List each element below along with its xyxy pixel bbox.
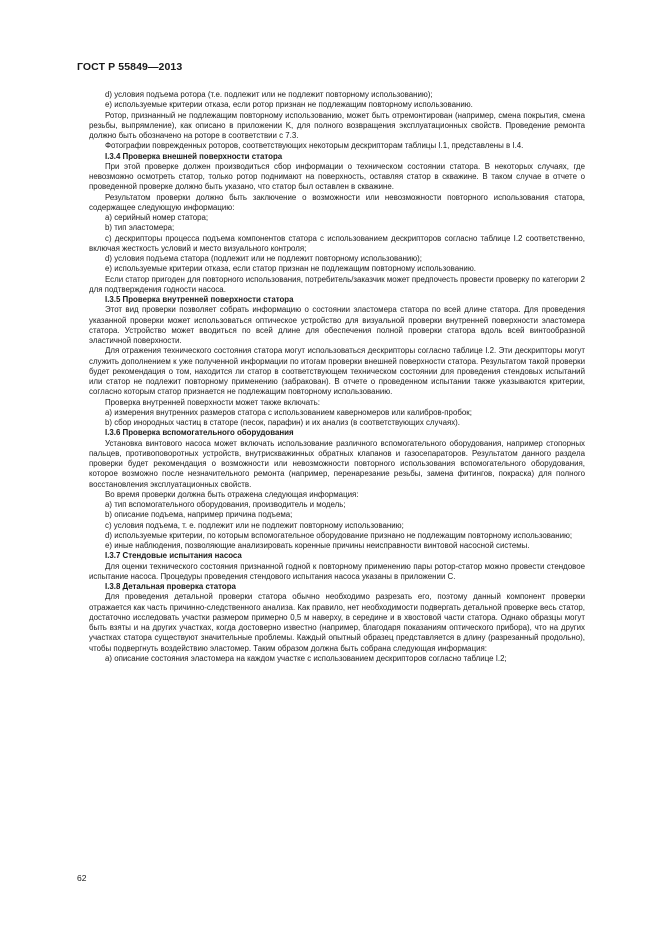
list-item: е) используемые критерии отказа, если ротор признан не подлежащим повторному использованию.: [105, 100, 473, 110]
list-item: b) описание подъема, например причина подъема;: [105, 510, 293, 520]
list-item: е) используемые критерии отказа, если статор признан не подлежащим повторному использованию.: [105, 264, 476, 274]
list-item: е) иные наблюдения, позволяющие анализировать коренные причины неисправности винтовой насосной системы.: [105, 541, 530, 550]
paragraph: Установка винтового насоса может включать использование различного вспомогательного оборудования, например стопорных пальцев, противоповоротных устройств, внутрискважинных обратных клапанов и газосепараторов. Результатом данного раздела проверки будет рекомендация о возможности или невозможности повторного использования вспомогательного оборудования, которое возможно после незначительного ремонта (например, перенарезание резьбы, замена фитингов, покраска) для полного восстановления эксплуатационных свойств.: [89, 438, 585, 489]
list-item: с) условия подъема, т. е. подлежит или не подлежит повторному использованию;: [105, 520, 404, 530]
paragraph: При этой проверке должен производиться сбор информации о техническом состоянии статора. В некоторых случаях, где невозможно осмотреть статор, только ротор поднимают на поверхность, оставляя статор в скважине. В таком случае в отчете о проведенной проверке должно быть указано, что статор был оставлен в скважине.: [89, 161, 585, 192]
list-item: d) условия подъема статора (подлежит или не подлежит повторному использованию);: [105, 254, 422, 263]
paragraph: Фотографии поврежденных роторов, соответствующих некоторым дескрипторам таблицы I.1, представлены в I.4.: [105, 141, 524, 151]
section-heading: I.3.7 Стендовые испытания насоса: [105, 551, 242, 561]
list-item: с) дескрипторы процесса подъема компонентов статора с использованием дескрипторов согласно таблице I.2 соответственно, включая жесткость условий и место визуального контроля;: [89, 233, 585, 253]
paragraph: Для оценки технического состояния признанной годной к повторному применению пары ротор-статор можно провести стендовое испытание насоса. Процедуры проведения стендового испытания насоса указаны в приложении С.: [89, 561, 585, 581]
section-heading: I.3.8 Детальная проверка статора: [105, 582, 236, 591]
paragraph: Проверка внутренней поверхности может также включать:: [105, 397, 320, 407]
paragraph: Если статор пригоден для повторного использования, потребитель/заказчик может предпочесть провести проверку по категории 2 для подтверждения годности насоса.: [89, 274, 585, 294]
list-item: а) серийный номер статора;: [105, 213, 209, 222]
document-body: [89, 90, 585, 664]
section-heading: I.3.5 Проверка внутренней поверхности статора: [105, 295, 294, 304]
paragraph: Результатом проверки должно быть заключение о возможности или невозможности повторного использования статора, содержащее следующую информацию:: [89, 192, 585, 212]
paragraph: Этот вид проверки позволяет собрать информацию о состоянии эластомера статора по всей длине статора. Для проведения указанной проверки может использоваться оптическое устройство для визуальной проверки внутренней поверхности эластомера статора. Устройство может вводиться по всей длине для обеспечения полной проверки статора вдоль всей винтообразной эластичной поверхности.: [89, 305, 585, 345]
list-item: а) описание состояния эластомера на каждом участке с использованием дескрипторов согласно таблице I.2;: [105, 653, 507, 663]
paragraph: Для отражения технического состояния статора могут использоваться дескрипторы согласно таблице I.2. Эти дескрипторы могут служить дополнением к уже полученной информации по итогам проверки внешней поверхности статора. Результатом такой проверки будет рекомендация о том, находится ли статор в соответствующем техническом состоянии для проведения стендовых испытаний или статор не подлежит повторному применению (забракован). В отчете о проведенном испытании также указываются критерии, согласно которым статор признается не подлежащим повторному использованию.: [89, 346, 585, 397]
section-heading: I.3.4 Проверка внешней поверхности статора: [105, 151, 283, 161]
list-item: а) тип вспомогательного оборудования, производитель и модель;: [105, 500, 346, 509]
page-header-title: ГОСТ Р 55849—2013: [77, 61, 183, 73]
list-item: b) сбор инородных частиц в статоре (песок, парафин) и их анализ (в соответствующих случаях).: [105, 418, 460, 427]
paragraph: Во время проверки должна быть отражена следующая информация:: [105, 489, 359, 499]
list-item: d) условия подъема ротора (т.е. подлежит или не подлежит повторному использованию);: [105, 90, 433, 99]
section-heading: I.3.6 Проверка вспомогательного оборудования: [105, 428, 294, 438]
page-number: 62: [77, 873, 87, 883]
paragraph: Ротор, признанный не подлежащим повторному использованию, может быть отремонтирован (например, смена покрытия, смена резьбы, выпрямление), как описано в приложении K, для полного возвращения эксплуатационных свойств. Проведение ремонта должно быть обозначено на роторе в соответствии с 7.3.: [89, 110, 585, 140]
paragraph: Для проведения детальной проверки статора обычно необходимо разрезать его, поэтому данный компонент проверки отражается как часть причинно-следственного анализа. Как правило, нет необходимости подвергать детальной проверке весь статор, достаточно исследовать участки размером примерно 0,5 м наверху, в середине и в хвостовой части статора. Однако образцы могут быть взяты и на других участках, когда достоверно известно (например, благодаря показаниям оптического прибора), что на других участках статора существуют значительные проблемы. Каждый опытный образец представляется в длину (разрезанный продольно), чтобы подвергнуть воздействию эластомер. Таким образом должна быть собрана следующая информация:: [89, 592, 585, 653]
list-item: d) используемые критерии, по которым вспомогательное оборудование признано не подлежащим повторному использованию;: [105, 530, 573, 540]
list-item: b) тип эластомера;: [105, 223, 175, 233]
list-item: а) измерения внутренних размеров статора с использованием каверномеров или калибров-пробок;: [105, 407, 472, 417]
